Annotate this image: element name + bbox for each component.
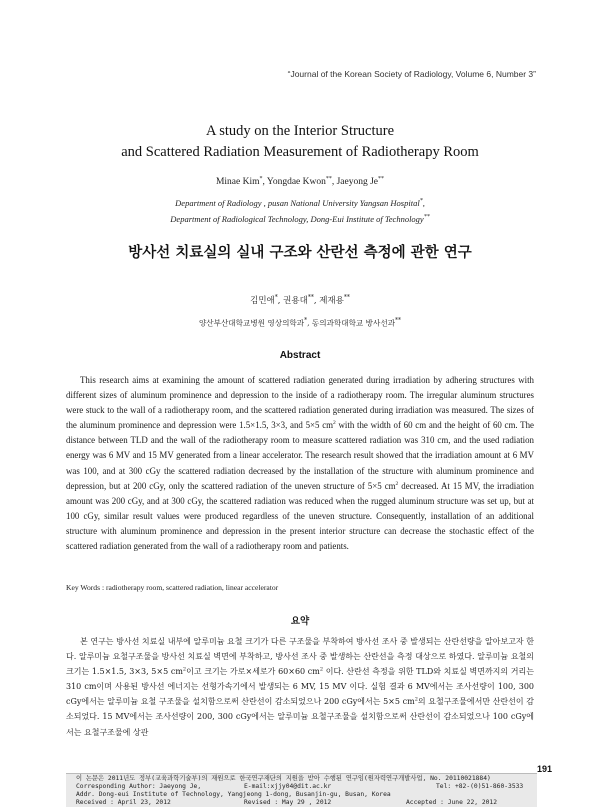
corresponding-address: Addr. Dong-eui Institute of Technology, Yangjeong 1-dong, Busanjin-gu, Busan, Korea bbox=[76, 791, 391, 798]
author-list: Minae Kim*, Yongdae Kwon**, Jaeyong Je** bbox=[215, 176, 385, 188]
footer-notes bbox=[66, 773, 537, 807]
corresponding-email: E-mail:xjjy04@dit.ac.kr bbox=[244, 783, 332, 790]
author-name: Yongdae Kwon bbox=[266, 177, 326, 188]
author-mark: * bbox=[259, 176, 263, 182]
superscript: 2 bbox=[182, 666, 187, 673]
korean-author-list: 김민애*, 권용대**, 제재용** bbox=[250, 294, 350, 306]
paper-title bbox=[0, 121, 600, 163]
korean-abstract-text: 이다. 산란선 측정을 위한 TLD와 치료실 벽면까지의 거리는 310 cm이며 사용된 방사선 에너지는 선형가속기에서 발생되는 6 MV, 15 MV 이다. 실험 결과 6 MV에서는 조사선량이 100, 300 cGy에서는 알루미늄 요철 구조물을 설치함으로써 산란선이 감소되었으나 200 cGy에서는 5×5 cm bbox=[66, 667, 534, 707]
abstract-text: decreased. At 15 MV, the irradiation amount was 200 cGy, and at 300 cGy, the scattered radiation was reduced when the rugged aluminum structure was set up, but at 100 cGy, similar result values were produced regardless of the uneven structure. Consequently, installation of an additional structure with aluminum prominence and depression in the present interior structure can decrease the stochastic effect of the scattered radiation generated from the wall of a radiotherapy room and patients. bbox=[66, 480, 534, 552]
korean-abstract-text: 본 연구는 방사선 치료실 내부에 알루미늄 요철 크기가 다른 구조물을 부착하여 방사선 조사 중 발생되는 산란선량을 알아보고자 한다. 알루미늄 요철구조물을 방사선 치료실 벽면에 부착하고, 방사선 조사 중 발생하는 산란선을 측정 대상으로 하였다. 알루미늄 요철의 크기는 1.5×1.5, 3×3, 5×5 cm bbox=[66, 637, 534, 677]
revised-date: Revised : May 29 , 2012 bbox=[244, 799, 332, 806]
page-number: 191 bbox=[537, 764, 553, 774]
korean-abstract-text: 이고 크기는 가로×세로가 60×60 cm bbox=[186, 667, 320, 677]
running-head: “Journal of the Korean Society of Radiology, Volume 6, Number 3” bbox=[287, 69, 536, 79]
paper-title-line-2: and Scattered Radiation Measurement of Radiotherapy Room bbox=[121, 144, 479, 160]
korean-author-name: 권용대 bbox=[283, 296, 308, 306]
korean-affiliation-text: 동의과학대학교 방사선과 bbox=[311, 318, 396, 328]
korean-author-name: 김민애 bbox=[250, 296, 275, 306]
affiliation-mark: ** bbox=[423, 213, 430, 220]
affiliation-text: Department of Radiological Technology, Dong-Eui Institute of Technology bbox=[170, 213, 424, 224]
received-date: Received : April 23, 2012 bbox=[76, 799, 171, 806]
affiliation-text: Department of Radiology , pusan National University Yangsan Hospital bbox=[175, 197, 420, 208]
affiliation-mark: * bbox=[419, 198, 423, 204]
funding-note: 이 논문은 2011년도 정부(교육과학기술부)의 재원으로 한국연구재단의 지원을 받아 수행된 연구임(원자력연구개발사업, No. 20110021884) bbox=[76, 775, 491, 782]
korean-affiliation-list: 양산부산대학교병원 영상의학과*, 동의과학대학교 방사선과** bbox=[198, 317, 402, 328]
abstract-body bbox=[66, 373, 534, 554]
korean-abstract-body bbox=[66, 634, 534, 740]
paper-title-line-1: A study on the Interior Structure bbox=[205, 123, 395, 139]
corresponding-author: Corresponding Author: Jaeyong Je, bbox=[76, 783, 202, 790]
corresponding-tel: Tel: +82-(0)51-860-3533 bbox=[436, 783, 524, 790]
korean-abstract-heading: 요약 bbox=[290, 616, 310, 627]
korean-abstract-text: 의 요철구조물에서만 산란선이 감소되었다. 15 MV에서는 조사선량이 200, 300 cGy에서는 알루미늄 요철구조물을 설치함으로써 산란선이 감소되었으나 100 cGy에서는 요철구조물에 상관 bbox=[66, 697, 534, 737]
superscript: 2 bbox=[395, 480, 399, 487]
abstract-text: This research aims at examining the amount of scattered radiation generated during irradiation by adhering structures with different sizes of aluminum prominence and depression to the inside of a radiotherapy room. The irregular aluminum structures were stuck to the wall of a radiotherapy room, and the scattered radiation generated during irradiation was measured. The sizes of the aluminum prominence and depression were 1.5×1.5, 3×3, and 5×5 cm bbox=[66, 375, 534, 431]
affiliation: Department of Radiology , pusan National University Yangsan Hospital*, bbox=[175, 197, 425, 208]
author-name: Minae Kim bbox=[215, 177, 260, 188]
author-mark: ** bbox=[378, 176, 385, 182]
korean-author-mark: ** bbox=[307, 294, 314, 302]
author-name: Jaeyong Je bbox=[336, 177, 379, 188]
abstract-heading: Abstract bbox=[279, 350, 321, 361]
korean-author-mark: ** bbox=[343, 294, 350, 302]
keywords: Key Words : radiotherapy room, scattered radiation, linear accelerator bbox=[66, 583, 279, 592]
affiliation-list bbox=[0, 194, 600, 226]
korean-author-mark: * bbox=[274, 294, 278, 302]
korean-title: 방사선 치료실의 실내 구조와 산란선 측정에 관한 연구 bbox=[128, 244, 472, 261]
affiliation bbox=[0, 210, 600, 226]
superscript: 2 bbox=[333, 420, 336, 427]
korean-affiliation-mark: ** bbox=[395, 317, 402, 324]
superscript: 2 bbox=[414, 696, 418, 703]
abstract-text: with the width of 60 cm and the height of 60 cm. The distance between TLD and the wall of the radiotherapy room to measure scattered radiation was 310 cm, and the used radiation energy was 6 MV and 15 MV generated from a linear accelerator. The research result showed that the irradiation amount at 6 MV was 100, and at 300 cGy the scattered radiation decreased by the installation of the structure with aluminum prominence and depression, but at 200 cGy, only the scattered radiation of the uneven structure of 5×5 cm bbox=[66, 420, 534, 491]
superscript: 2 bbox=[319, 666, 324, 673]
accepted-date: Accepted : June 22, 2012 bbox=[406, 799, 497, 806]
author-mark: ** bbox=[325, 176, 332, 182]
korean-author-name: 제재용 bbox=[319, 296, 344, 306]
korean-affiliation-mark: * bbox=[304, 317, 308, 324]
korean-affiliation-text: 양산부산대학교병원 영상의학과 bbox=[198, 318, 305, 328]
